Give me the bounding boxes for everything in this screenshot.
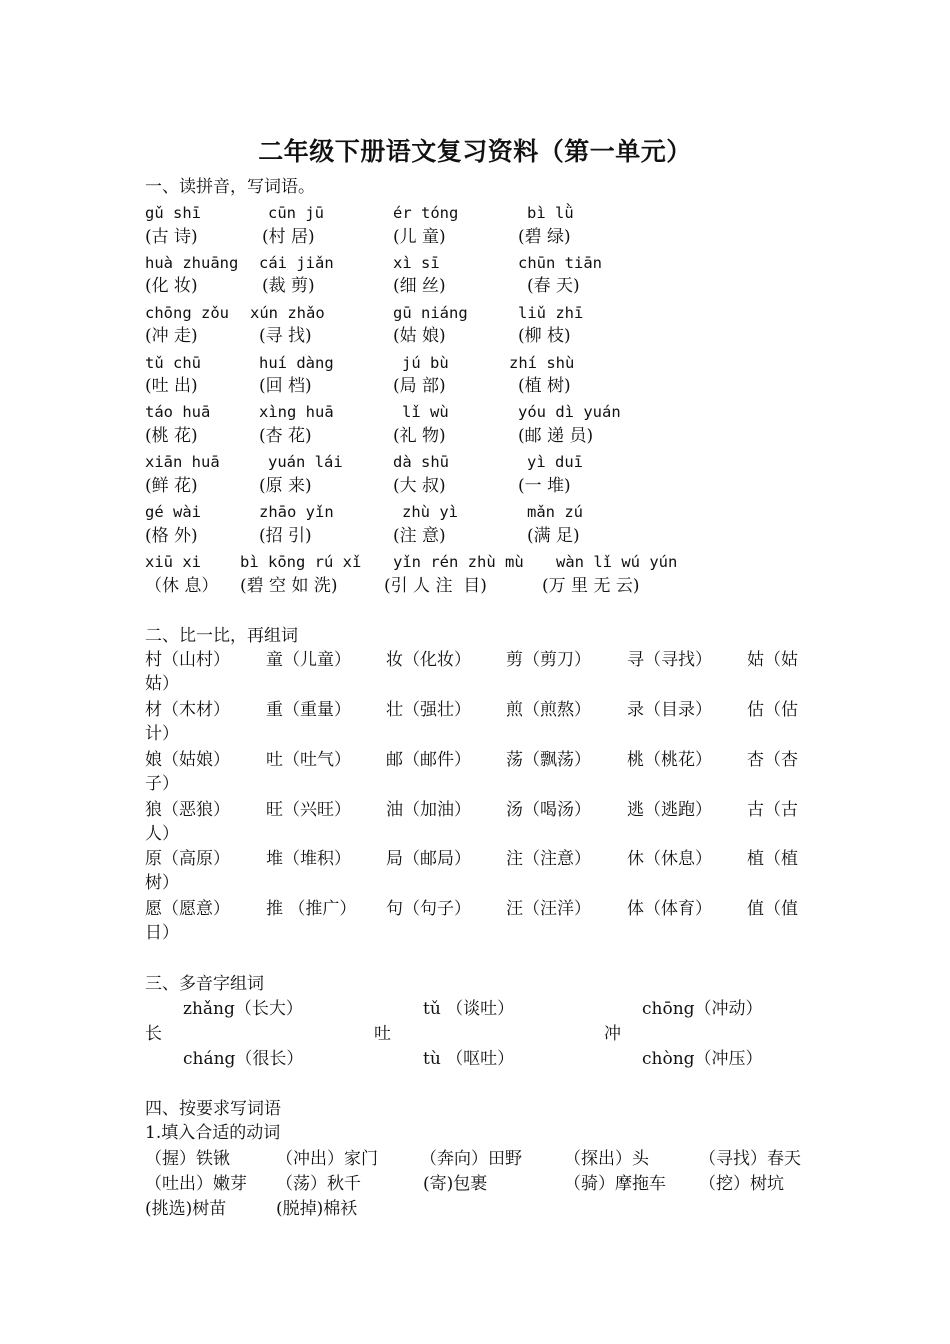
pinyin-text: tǔ chū [145,354,201,372]
pinyin-text: ér tóng [393,204,459,222]
word-answer: (一 堆) [518,476,571,496]
word-answer: (注 意) [393,526,446,546]
pinyin-text: bì lǜ [527,204,574,222]
word-answer: (大 叔) [393,476,446,496]
pinyin-text: chūn tiān [518,254,602,272]
word-answer: (细 丝) [393,276,446,296]
word-answer: (满 足) [527,526,580,546]
verb-phrase: （探出）头 [564,1149,649,1169]
word-pair: 杏（杏 [747,750,798,770]
word-pair-wrap: 日） [145,923,179,943]
word-answer: (柳 枝) [518,326,571,346]
word-pair: 煎（煎熬） [506,700,591,720]
word-answer: (植 树) [518,376,571,396]
word-pair: 注（注意） [506,849,591,869]
word-answer: (礼 物) [393,426,446,446]
word-answer: (碧 空 如 洗) [240,576,338,596]
word-pair: 堆（堆积） [266,849,351,869]
word-answer: (招 引) [259,526,312,546]
word-answer: (村 居) [262,227,315,247]
pinyin-text: táo huā [145,403,211,421]
word-pair: 录（目录） [627,700,712,720]
pinyin-text: xiān huā [145,453,220,471]
polyphone-reading: cháng（很长） [183,1049,304,1069]
word-pair: 剪（剪刀） [506,650,591,670]
word-pair: 油（加油） [386,800,471,820]
word-answer: (碧 绿) [518,227,571,247]
pinyin-text: chōng zǒu [145,304,229,322]
verb-phrase: （吐出）嫩芽 [145,1174,247,1194]
word-pair-wrap: 姑） [145,674,179,694]
word-answer: (化 妆) [145,276,198,296]
verb-phrase: （寻找）春天 [699,1149,801,1169]
word-pair: 汪（汪洋） [506,899,591,919]
word-answer: (杏 花) [259,426,312,446]
polyphone-reading: zhǎng（长大） [183,999,303,1019]
verb-phrase: （冲出）家门 [276,1149,378,1169]
word-pair-wrap: 计） [145,724,179,744]
pinyin-text: gǔ shī [145,204,201,222]
pinyin-text: mǎn zú [527,503,583,521]
word-answer: (万 里 无 云) [542,576,640,596]
word-pair: 原（高原） [145,849,230,869]
pinyin-text: xìng huā [259,403,334,421]
polyphone-char: 冲 [604,1024,621,1044]
word-pair: 旺（兴旺） [266,800,351,820]
pinyin-text: yǐn rén zhù mù [393,553,524,571]
word-answer: (古 诗) [145,227,198,247]
word-pair: 愿（愿意） [145,899,230,919]
pinyin-text: jú bù [402,354,449,372]
pinyin-text: zhí shù [509,354,575,372]
section-3-heading: 三、多音字组词 [145,974,264,994]
pinyin-text: gé wài [145,503,201,521]
pinyin-text: cái jiǎn [259,254,334,272]
word-pair-wrap: 树） [145,873,179,893]
pinyin-text: gū niáng [393,304,468,322]
pinyin-text: zhāo yǐn [259,503,334,521]
verb-phrase: (寄)包裹 [423,1174,488,1194]
word-answer: (格 外) [145,526,198,546]
pinyin-text: cūn jū [268,204,324,222]
word-answer: （休 息） [145,576,219,596]
pinyin-text: xiū xi [145,553,201,571]
pinyin-text: wàn lǐ wú yún [556,553,678,571]
pinyin-text: dà shū [393,453,449,471]
section-4-heading: 四、按要求写词语 [145,1099,281,1119]
section-4-subheading: 1.填入合适的动词 [145,1123,281,1143]
word-answer: (姑 娘) [393,326,446,346]
pinyin-text: xún zhǎo [250,304,325,322]
word-pair: 休（休息） [627,849,712,869]
word-answer: (局 部) [393,376,446,396]
word-pair: 值（值 [747,899,798,919]
verb-phrase: （荡）秋千 [276,1174,361,1194]
word-answer: (桃 花) [145,426,198,446]
word-pair: 逃（逃跑） [627,800,712,820]
section-1-heading: 一、读拼音，写词语。 [145,177,315,197]
word-answer: (引 人 注 目) [384,576,487,596]
word-pair: 狼（恶狼） [145,800,230,820]
word-pair: 推 （推广） [266,899,357,919]
word-answer: (吐 出) [145,376,198,396]
word-pair: 估（估 [747,700,798,720]
pinyin-text: bì kōng rú xǐ [240,553,362,571]
word-answer: (寻 找) [259,326,312,346]
word-pair: 材（木材） [145,700,230,720]
polyphone-reading: chōng（冲动） [642,999,763,1019]
verb-phrase: （奔向）田野 [420,1149,522,1169]
page-title: 二年级下册语文复习资料（第一单元） [258,137,692,166]
word-answer: (鲜 花) [145,476,198,496]
polyphone-char: 长 [145,1024,162,1044]
word-pair: 壮（强壮） [386,700,471,720]
word-answer: (儿 童) [393,227,446,247]
word-pair: 姑（姑 [747,650,798,670]
word-answer: (原 来) [259,476,312,496]
pinyin-text: xì sī [393,254,440,272]
word-answer: (回 档) [259,376,312,396]
verb-phrase: (脱掉)棉袄 [276,1199,358,1219]
word-answer: (冲 走) [145,326,198,346]
word-pair: 村（山村） [145,650,230,670]
word-pair: 局（邮局） [386,849,471,869]
word-pair: 重（重量） [266,700,351,720]
polyphone-reading: tù （呕吐） [423,1049,515,1069]
word-pair-wrap: 人） [145,824,179,844]
pinyin-text: yóu dì yuán [518,403,621,421]
word-pair: 邮（邮件） [386,750,471,770]
verb-phrase: （骑）摩拖车 [564,1174,666,1194]
word-answer: (邮 递 员) [518,426,594,446]
word-pair-wrap: 子） [145,774,179,794]
pinyin-text: huà zhuāng [145,254,239,272]
pinyin-text: zhù yì [402,503,458,521]
section-2-heading: 二、比一比，再组词 [145,626,298,646]
verb-phrase: （握）铁锹 [145,1149,230,1169]
pinyin-text: lǐ wù [402,403,449,421]
verb-phrase: （挖）树坑 [699,1174,784,1194]
word-answer: (春 天) [527,276,580,296]
word-pair: 汤（喝汤） [506,800,591,820]
word-pair: 童（儿童） [266,650,351,670]
word-pair: 句（句子） [386,899,471,919]
pinyin-text: liǔ zhī [518,304,584,322]
word-answer: (裁 剪) [262,276,315,296]
verb-phrase: (挑选)树苗 [145,1199,227,1219]
word-pair: 寻（寻找） [627,650,712,670]
word-pair: 体（体育） [627,899,712,919]
pinyin-text: yì duī [527,453,583,471]
word-pair: 桃（桃花） [627,750,712,770]
word-pair: 植（植 [747,849,798,869]
word-pair: 妆（化妆） [386,650,471,670]
polyphone-reading: tǔ （谈吐） [423,999,515,1019]
polyphone-char: 吐 [374,1024,391,1044]
word-pair: 荡（飘荡） [506,750,591,770]
polyphone-reading: chòng（冲压） [642,1049,763,1069]
pinyin-text: yuán lái [268,453,343,471]
word-pair: 娘（姑娘） [145,750,230,770]
pinyin-text: huí dàng [259,354,334,372]
word-pair: 古（古 [747,800,798,820]
word-pair: 吐（吐气） [266,750,351,770]
